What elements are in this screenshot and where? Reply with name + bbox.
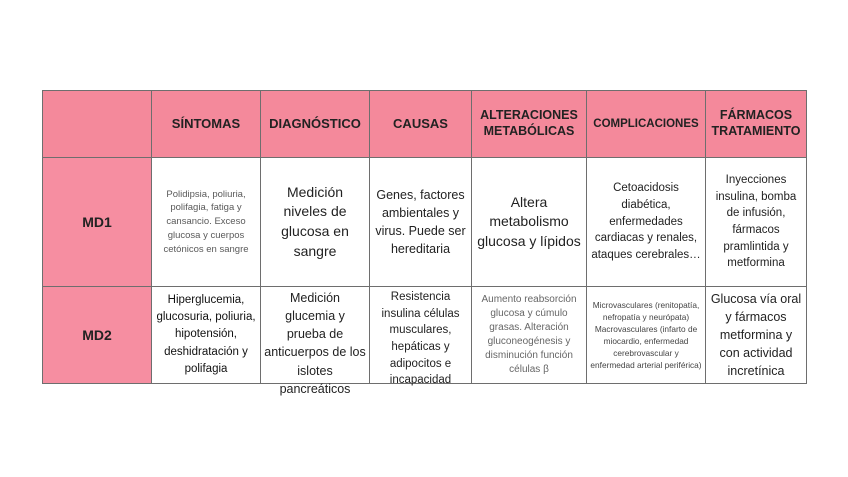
cell-md1-causas-text: Genes, factores ambientales y virus. Puede ser hereditaria — [375, 187, 466, 257]
cell-md2-sintomas-text: Hiperglucemia, glucosuria, poliuria, hipotensión, deshidratación y polifagia — [156, 293, 256, 375]
cell-md2-causas-text: Resistencia insulina células musculares, hepáticas y adipocitos e incapacidad — [381, 291, 460, 387]
cell-md2-farmacos-text: Glucosa vía oral y fármacos metformina y con actividad incretínica — [710, 291, 802, 379]
cell-md1-causas — [370, 158, 472, 287]
cell-md1-farmacos — [706, 158, 807, 287]
cell-md1-sintomas-text: Polidipsia, poliuria, polifagia, fatiga y cansancio. Exceso glucosa y cuerpos cetónicos en sangre — [163, 188, 249, 255]
header-corner-cell — [43, 91, 152, 158]
cell-md2-diagnostico — [261, 287, 370, 396]
cell-md1-alteraciones-text: Altera metabolismo glucosa y lípidos — [477, 193, 581, 249]
header-alteraciones: ALTERACIONES METABÓLICAS — [472, 91, 587, 158]
cell-md1-farmacos-text: Inyecciones insulina, bomba de infusión, fármacos pramlintida y metformina — [715, 173, 797, 270]
table-header-row — [43, 91, 807, 158]
header-farmacos: FÁRMACOS TRATAMIENTO — [706, 91, 807, 158]
table-row-md1 — [43, 158, 807, 287]
cell-md1-alteraciones — [472, 158, 587, 287]
row-label-md2: MD2 — [43, 287, 152, 384]
row-label-md1: MD1 — [43, 158, 152, 287]
cell-md2-sintomas — [152, 287, 261, 384]
cell-md2-alteraciones — [472, 287, 587, 384]
cell-md1-diagnostico-text: Medición niveles de glucosa en sangre — [281, 183, 349, 259]
cell-md2-diagnostico-text: Medición glucemia y prueba de anticuerpos de los islotes pancreáticos — [264, 291, 366, 396]
cell-md2-farmacos — [706, 287, 807, 384]
cell-md1-complicaciones-text: Cetoacidosis diabética, enfermedades cardiacas y renales, ataques cerebrales… — [591, 182, 701, 261]
cell-md2-alteraciones-text: Aumento reabsorción glucosa y cúmulo grasas. Alteración gluconeogénesis y disminución función células β — [481, 294, 577, 375]
diabetes-comparison-table — [42, 90, 807, 396]
cell-md2-complicaciones — [587, 287, 706, 384]
cell-md2-causas — [370, 287, 472, 387]
cell-md1-complicaciones — [587, 158, 706, 287]
header-sintomas: SÍNTOMAS — [152, 91, 261, 158]
header-diagnostico: DIAGNÓSTICO — [261, 91, 370, 158]
header-complicaciones: COMPLICACIONES — [587, 91, 706, 158]
cell-md1-diagnostico — [261, 158, 370, 287]
header-causas: CAUSAS — [370, 91, 472, 158]
cell-md1-sintomas — [152, 158, 261, 287]
cell-md2-complicaciones-text: Microvasculares (renitopatía, nefropatía y neurópata) Macrovasculares (infarto de miocardio, enfermedad cerebrovascular y enfermedad arterial periférica) — [590, 299, 702, 371]
table-row-md2 — [43, 287, 807, 384]
